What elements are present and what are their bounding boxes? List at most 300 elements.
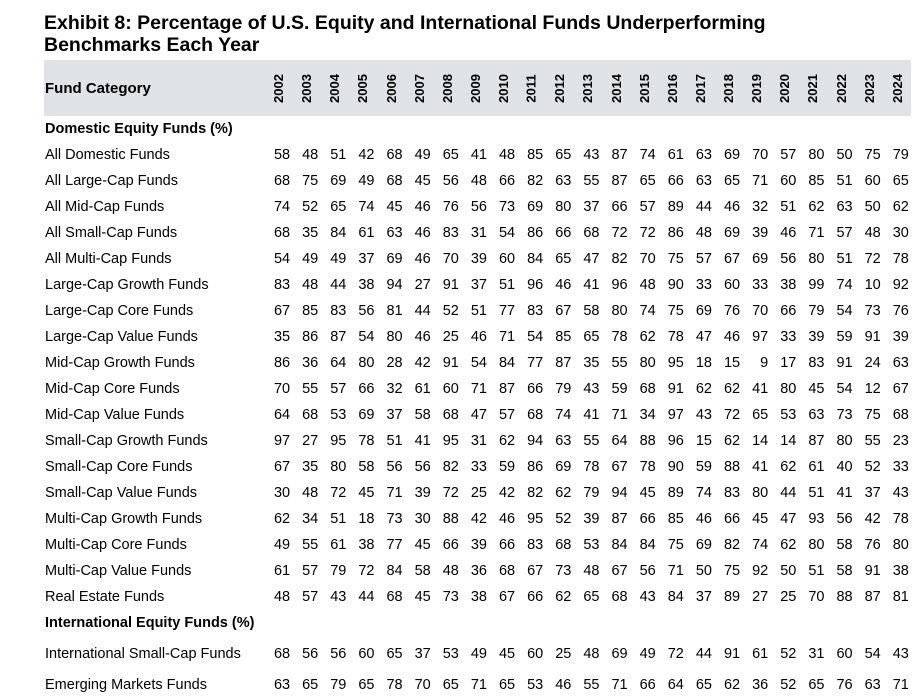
percent-cell: 66 bbox=[723, 511, 741, 527]
percent-cell: 53 bbox=[527, 677, 544, 693]
percent-cell: 41 bbox=[470, 147, 487, 163]
percent-cell: 37 bbox=[358, 251, 375, 267]
percent-cell: 65 bbox=[498, 677, 516, 693]
percent-cell: 33 bbox=[695, 277, 712, 293]
percent-cell: 61 bbox=[358, 225, 375, 241]
year-label: 2006 bbox=[383, 73, 399, 103]
percent-cell: 64 bbox=[611, 433, 628, 449]
percent-cell: 47 bbox=[780, 511, 797, 527]
percent-cell: 52 bbox=[864, 459, 881, 475]
percent-cell: 49 bbox=[273, 537, 291, 553]
percent-cell: 88 bbox=[442, 511, 459, 527]
percent-cell: 86 bbox=[302, 329, 319, 345]
table-row bbox=[44, 220, 911, 246]
percent-cell: 85 bbox=[555, 329, 572, 345]
percent-cell: 76 bbox=[723, 303, 741, 319]
percent-cell: 74 bbox=[358, 199, 375, 215]
percent-cell: 72 bbox=[611, 225, 628, 241]
percent-cell: 54 bbox=[498, 225, 516, 241]
percent-cell: 73 bbox=[864, 303, 881, 319]
year-label: 2010 bbox=[495, 73, 511, 103]
percent-cell: 87 bbox=[611, 173, 628, 189]
percent-cell: 65 bbox=[695, 677, 712, 693]
percent-cell: 66 bbox=[498, 173, 516, 189]
percent-cell: 50 bbox=[780, 563, 797, 579]
percent-cell: 39 bbox=[583, 511, 600, 527]
percent-cell: 65 bbox=[555, 147, 572, 163]
percent-cell: 43 bbox=[583, 147, 600, 163]
percent-cell: 68 bbox=[583, 225, 600, 241]
percent-cell: 50 bbox=[836, 147, 853, 163]
year-label: 2012 bbox=[552, 73, 568, 103]
percent-cell: 88 bbox=[723, 459, 741, 475]
percent-cell: 48 bbox=[583, 563, 600, 579]
chart-title: Exhibit 8: Percentage of U.S. Equity and International Funds Underperforming Benchmarks Each Year bbox=[44, 12, 766, 56]
percent-cell: 80 bbox=[836, 433, 853, 449]
percent-cell: 80 bbox=[555, 199, 572, 215]
percent-cell: 67 bbox=[527, 563, 544, 579]
percent-cell: 61 bbox=[808, 459, 825, 475]
percent-cell: 82 bbox=[611, 251, 628, 267]
percent-cell: 9 bbox=[760, 355, 769, 371]
header-year bbox=[489, 60, 517, 116]
percent-cell: 72 bbox=[667, 646, 684, 662]
percent-cell: 54 bbox=[527, 329, 544, 345]
percent-cell: 68 bbox=[273, 646, 291, 662]
percent-cell: 41 bbox=[836, 485, 853, 501]
percent-cell: 48 bbox=[273, 589, 291, 605]
percent-cell: 83 bbox=[273, 277, 291, 293]
percent-cell: 76 bbox=[836, 677, 853, 693]
percent-cell: 53 bbox=[780, 407, 797, 423]
percent-cell: 82 bbox=[527, 173, 544, 189]
percent-cell: 71 bbox=[470, 381, 487, 397]
percent-cell: 48 bbox=[442, 563, 459, 579]
header-year bbox=[770, 60, 798, 116]
percent-cell: 44 bbox=[358, 589, 375, 605]
percent-cell: 79 bbox=[330, 563, 347, 579]
percent-cell: 46 bbox=[695, 511, 712, 527]
percent-cell: 73 bbox=[442, 589, 459, 605]
percent-cell: 45 bbox=[386, 199, 403, 215]
percent-cell: 68 bbox=[527, 407, 544, 423]
fund-category-name: Large-Cap Growth Funds bbox=[45, 276, 209, 293]
percent-cell: 64 bbox=[667, 677, 684, 693]
percent-cell: 25 bbox=[470, 485, 487, 501]
percent-cell: 77 bbox=[527, 355, 544, 371]
year-label: 2017 bbox=[692, 73, 708, 103]
percent-cell: 46 bbox=[498, 511, 516, 527]
percent-cell: 32 bbox=[752, 199, 769, 215]
percent-cell: 55 bbox=[583, 677, 600, 693]
percent-cell: 86 bbox=[273, 355, 291, 371]
table-row bbox=[44, 454, 911, 480]
percent-cell: 51 bbox=[498, 277, 516, 293]
percent-cell: 45 bbox=[808, 381, 825, 397]
percent-cell: 54 bbox=[358, 329, 375, 345]
percent-cell: 39 bbox=[808, 329, 825, 345]
percent-cell: 58 bbox=[358, 459, 375, 475]
percent-cell: 57 bbox=[836, 225, 853, 241]
percent-cell: 61 bbox=[414, 381, 431, 397]
percent-cell: 62 bbox=[695, 381, 712, 397]
percent-cell: 96 bbox=[667, 433, 684, 449]
percent-cell: 44 bbox=[695, 646, 712, 662]
percent-cell: 79 bbox=[808, 303, 825, 319]
percent-cell: 62 bbox=[273, 511, 291, 527]
percent-cell: 83 bbox=[442, 225, 459, 241]
percent-cell: 49 bbox=[639, 646, 656, 662]
percent-cell: 69 bbox=[723, 225, 741, 241]
percent-cell: 77 bbox=[386, 537, 403, 553]
percent-cell: 39 bbox=[414, 485, 431, 501]
year-label: 2022 bbox=[833, 73, 849, 103]
percent-cell: 25 bbox=[442, 329, 459, 345]
percent-cell: 42 bbox=[470, 511, 487, 527]
percent-cell: 43 bbox=[583, 381, 600, 397]
percent-cell: 46 bbox=[723, 199, 741, 215]
percent-cell: 87 bbox=[808, 433, 825, 449]
percent-cell: 56 bbox=[836, 511, 853, 527]
percent-cell: 78 bbox=[583, 459, 600, 475]
percent-cell: 74 bbox=[639, 147, 656, 163]
year-label: 2021 bbox=[805, 73, 821, 103]
percent-cell: 46 bbox=[780, 225, 797, 241]
percent-cell: 35 bbox=[273, 329, 291, 345]
percent-cell: 95 bbox=[330, 433, 347, 449]
percent-cell: 85 bbox=[667, 511, 684, 527]
percent-cell: 86 bbox=[527, 225, 544, 241]
percent-cell: 61 bbox=[273, 563, 291, 579]
percent-cell: 65 bbox=[583, 589, 600, 605]
percent-cell: 31 bbox=[808, 646, 825, 662]
percent-cell: 43 bbox=[695, 407, 712, 423]
percent-cell: 45 bbox=[639, 485, 656, 501]
percent-cell: 52 bbox=[555, 511, 572, 527]
percent-cell: 51 bbox=[386, 433, 403, 449]
percent-cell: 97 bbox=[752, 329, 769, 345]
table-row bbox=[44, 350, 911, 376]
percent-cell: 49 bbox=[414, 147, 431, 163]
percent-cell: 69 bbox=[752, 251, 769, 267]
percent-cell: 85 bbox=[527, 147, 544, 163]
percent-cell: 66 bbox=[442, 537, 459, 553]
year-label: 2015 bbox=[636, 73, 652, 103]
percent-cell: 91 bbox=[864, 329, 881, 345]
percent-cell: 44 bbox=[695, 199, 712, 215]
percent-cell: 39 bbox=[752, 225, 769, 241]
percent-cell: 70 bbox=[442, 251, 459, 267]
percent-cell: 48 bbox=[695, 225, 712, 241]
percent-cell: 68 bbox=[386, 147, 403, 163]
percent-cell: 56 bbox=[639, 563, 656, 579]
percent-cell: 15 bbox=[695, 433, 712, 449]
percent-cell: 45 bbox=[414, 537, 431, 553]
percent-cell: 55 bbox=[611, 355, 628, 371]
percent-cell: 67 bbox=[892, 381, 909, 397]
percent-cell: 97 bbox=[667, 407, 684, 423]
fund-category-name: All Large-Cap Funds bbox=[45, 172, 178, 189]
percent-cell: 66 bbox=[498, 537, 516, 553]
fund-category-name: Mid-Cap Growth Funds bbox=[45, 354, 195, 371]
percent-cell: 30 bbox=[273, 485, 291, 501]
table-row bbox=[44, 506, 911, 532]
percent-cell: 10 bbox=[864, 277, 881, 293]
percent-cell: 48 bbox=[498, 147, 516, 163]
percent-cell: 96 bbox=[527, 277, 544, 293]
percent-cell: 82 bbox=[442, 459, 459, 475]
percent-cell: 70 bbox=[639, 251, 656, 267]
percent-cell: 33 bbox=[752, 277, 769, 293]
percent-cell: 65 bbox=[555, 251, 572, 267]
percent-cell: 91 bbox=[442, 355, 459, 371]
percent-cell: 51 bbox=[808, 485, 825, 501]
percent-cell: 66 bbox=[667, 173, 684, 189]
header-year bbox=[742, 60, 770, 116]
percent-cell: 58 bbox=[414, 563, 431, 579]
percent-cell: 63 bbox=[808, 407, 825, 423]
header-year bbox=[827, 60, 855, 116]
percent-cell: 82 bbox=[527, 485, 544, 501]
percent-cell: 65 bbox=[892, 173, 909, 189]
percent-cell: 37 bbox=[470, 277, 487, 293]
percent-cell: 84 bbox=[498, 355, 516, 371]
percent-cell: 15 bbox=[723, 355, 741, 371]
percent-cell: 95 bbox=[442, 433, 459, 449]
percent-cell: 57 bbox=[330, 381, 347, 397]
percent-cell: 68 bbox=[498, 563, 516, 579]
percent-cell: 45 bbox=[358, 485, 375, 501]
percent-cell: 51 bbox=[836, 251, 853, 267]
percent-cell: 62 bbox=[892, 199, 909, 215]
percent-cell: 96 bbox=[611, 277, 628, 293]
percent-cell: 59 bbox=[836, 329, 853, 345]
percent-cell: 76 bbox=[864, 537, 881, 553]
fund-category-name: Small-Cap Core Funds bbox=[45, 458, 193, 475]
percent-cell: 84 bbox=[639, 537, 656, 553]
percent-cell: 60 bbox=[780, 173, 797, 189]
percent-cell: 39 bbox=[470, 251, 487, 267]
percent-cell: 52 bbox=[780, 677, 797, 693]
percent-cell: 46 bbox=[470, 329, 487, 345]
percent-cell: 78 bbox=[667, 329, 684, 345]
percent-cell: 72 bbox=[723, 407, 741, 423]
percent-cell: 81 bbox=[892, 589, 909, 605]
percent-cell: 53 bbox=[442, 646, 459, 662]
percent-cell: 67 bbox=[611, 563, 628, 579]
percent-cell: 78 bbox=[639, 459, 656, 475]
percent-cell: 65 bbox=[583, 329, 600, 345]
fund-category-name: Small-Cap Value Funds bbox=[45, 484, 198, 501]
percent-cell: 80 bbox=[330, 459, 347, 475]
percent-cell: 85 bbox=[808, 173, 825, 189]
percent-cell: 56 bbox=[330, 646, 347, 662]
percent-cell: 73 bbox=[555, 563, 572, 579]
percent-cell: 78 bbox=[358, 433, 375, 449]
percent-cell: 49 bbox=[302, 251, 319, 267]
fund-category-name: Mid-Cap Value Funds bbox=[45, 406, 185, 423]
percent-cell: 69 bbox=[695, 537, 712, 553]
percent-cell: 56 bbox=[780, 251, 797, 267]
percent-cell: 18 bbox=[358, 511, 375, 527]
percent-cell: 48 bbox=[470, 173, 487, 189]
percent-cell: 51 bbox=[780, 199, 797, 215]
percent-cell: 46 bbox=[555, 277, 572, 293]
percent-cell: 43 bbox=[330, 589, 347, 605]
percent-cell: 36 bbox=[752, 677, 769, 693]
fund-category-name: Multi-Cap Growth Funds bbox=[45, 510, 203, 527]
percent-cell: 38 bbox=[892, 563, 909, 579]
percent-cell: 79 bbox=[892, 147, 909, 163]
percent-cell: 80 bbox=[611, 303, 628, 319]
percent-cell: 45 bbox=[414, 173, 431, 189]
percent-cell: 65 bbox=[442, 677, 459, 693]
percent-cell: 61 bbox=[330, 537, 347, 553]
percent-cell: 51 bbox=[470, 303, 487, 319]
percent-cell: 94 bbox=[611, 485, 628, 501]
percent-cell: 56 bbox=[386, 459, 403, 475]
percent-cell: 53 bbox=[330, 407, 347, 423]
percent-cell: 66 bbox=[639, 677, 656, 693]
percent-cell: 44 bbox=[780, 485, 797, 501]
header-year bbox=[545, 60, 573, 116]
percent-cell: 45 bbox=[414, 589, 431, 605]
percent-cell: 67 bbox=[273, 459, 291, 475]
percent-cell: 28 bbox=[386, 355, 403, 371]
percent-cell: 97 bbox=[273, 433, 291, 449]
table-row bbox=[44, 584, 911, 610]
percent-cell: 57 bbox=[780, 147, 797, 163]
percent-cell: 72 bbox=[864, 251, 881, 267]
header-year bbox=[292, 60, 320, 116]
header-year bbox=[883, 60, 911, 116]
percent-cell: 62 bbox=[780, 537, 797, 553]
percent-cell: 63 bbox=[555, 173, 572, 189]
percent-cell: 12 bbox=[864, 381, 881, 397]
year-label: 2013 bbox=[580, 73, 596, 103]
percent-cell: 57 bbox=[302, 589, 319, 605]
percent-cell: 51 bbox=[330, 147, 347, 163]
percent-cell: 87 bbox=[611, 147, 628, 163]
percent-cell: 42 bbox=[414, 355, 431, 371]
percent-cell: 54 bbox=[470, 355, 487, 371]
year-label: 2003 bbox=[299, 73, 315, 103]
year-label: 2019 bbox=[749, 73, 765, 103]
percent-cell: 53 bbox=[583, 537, 600, 553]
percent-cell: 63 bbox=[836, 199, 853, 215]
percent-cell: 63 bbox=[695, 173, 712, 189]
fund-category-name: All Mid-Cap Funds bbox=[45, 198, 165, 215]
table-row bbox=[44, 402, 911, 428]
percent-cell: 48 bbox=[302, 277, 319, 293]
percent-cell: 56 bbox=[442, 173, 459, 189]
percent-cell: 32 bbox=[386, 381, 403, 397]
percent-cell: 76 bbox=[892, 303, 909, 319]
table-row bbox=[44, 168, 911, 194]
year-label: 2014 bbox=[608, 73, 624, 103]
percent-cell: 82 bbox=[723, 537, 741, 553]
header-year bbox=[348, 60, 376, 116]
header-year bbox=[461, 60, 489, 116]
percent-cell: 71 bbox=[752, 173, 769, 189]
percent-cell: 71 bbox=[386, 485, 403, 501]
percent-cell: 78 bbox=[892, 251, 909, 267]
percent-cell: 33 bbox=[470, 459, 487, 475]
percent-cell: 80 bbox=[892, 537, 909, 553]
percent-cell: 63 bbox=[386, 225, 403, 241]
header-year bbox=[573, 60, 601, 116]
percent-cell: 66 bbox=[358, 381, 375, 397]
percent-cell: 35 bbox=[302, 225, 319, 241]
percent-cell: 65 bbox=[808, 677, 825, 693]
percent-cell: 75 bbox=[302, 173, 319, 189]
header-row bbox=[44, 60, 911, 116]
percent-cell: 58 bbox=[414, 407, 431, 423]
percent-cell: 41 bbox=[414, 433, 431, 449]
percent-cell: 91 bbox=[667, 381, 684, 397]
percent-cell: 44 bbox=[414, 303, 431, 319]
percent-cell: 38 bbox=[358, 537, 375, 553]
percent-cell: 38 bbox=[358, 277, 375, 293]
header-year bbox=[855, 60, 883, 116]
percent-cell: 77 bbox=[498, 303, 516, 319]
percent-cell: 86 bbox=[527, 459, 544, 475]
percent-cell: 62 bbox=[808, 199, 825, 215]
percent-cell: 37 bbox=[695, 589, 712, 605]
fund-category-name: Emerging Markets Funds bbox=[45, 676, 207, 693]
percent-cell: 68 bbox=[302, 407, 319, 423]
header-year bbox=[433, 60, 461, 116]
percent-cell: 17 bbox=[780, 355, 797, 371]
percent-cell: 71 bbox=[611, 677, 628, 693]
fund-category-name: Large-Cap Value Funds bbox=[45, 328, 198, 345]
percent-cell: 87 bbox=[555, 355, 572, 371]
percent-cell: 14 bbox=[752, 433, 769, 449]
percent-cell: 67 bbox=[273, 303, 291, 319]
percent-cell: 60 bbox=[358, 646, 375, 662]
percent-cell: 59 bbox=[498, 459, 516, 475]
percent-cell: 69 bbox=[386, 251, 403, 267]
table-row bbox=[44, 272, 911, 298]
percent-cell: 49 bbox=[330, 251, 347, 267]
percent-cell: 56 bbox=[302, 646, 319, 662]
percent-cell: 79 bbox=[330, 677, 347, 693]
percent-cell: 57 bbox=[695, 251, 712, 267]
percent-cell: 93 bbox=[808, 511, 825, 527]
percent-cell: 31 bbox=[470, 433, 487, 449]
percent-cell: 34 bbox=[302, 511, 319, 527]
percent-cell: 42 bbox=[864, 511, 881, 527]
percent-cell: 74 bbox=[639, 303, 656, 319]
percent-cell: 65 bbox=[723, 173, 741, 189]
header-year bbox=[798, 60, 826, 116]
percent-cell: 90 bbox=[667, 277, 684, 293]
percent-cell: 67 bbox=[555, 303, 572, 319]
percent-cell: 87 bbox=[498, 381, 516, 397]
percent-cell: 88 bbox=[836, 589, 853, 605]
percent-cell: 75 bbox=[667, 251, 684, 267]
fund-category-name: Real Estate Funds bbox=[45, 588, 165, 605]
year-label: 2005 bbox=[355, 73, 371, 103]
percent-cell: 41 bbox=[583, 407, 600, 423]
percent-cell: 30 bbox=[414, 511, 431, 527]
percent-cell: 33 bbox=[892, 459, 909, 475]
percent-cell: 60 bbox=[864, 173, 881, 189]
percent-cell: 88 bbox=[639, 433, 656, 449]
percent-cell: 89 bbox=[667, 485, 684, 501]
percent-cell: 83 bbox=[808, 355, 825, 371]
percent-cell: 80 bbox=[808, 147, 825, 163]
